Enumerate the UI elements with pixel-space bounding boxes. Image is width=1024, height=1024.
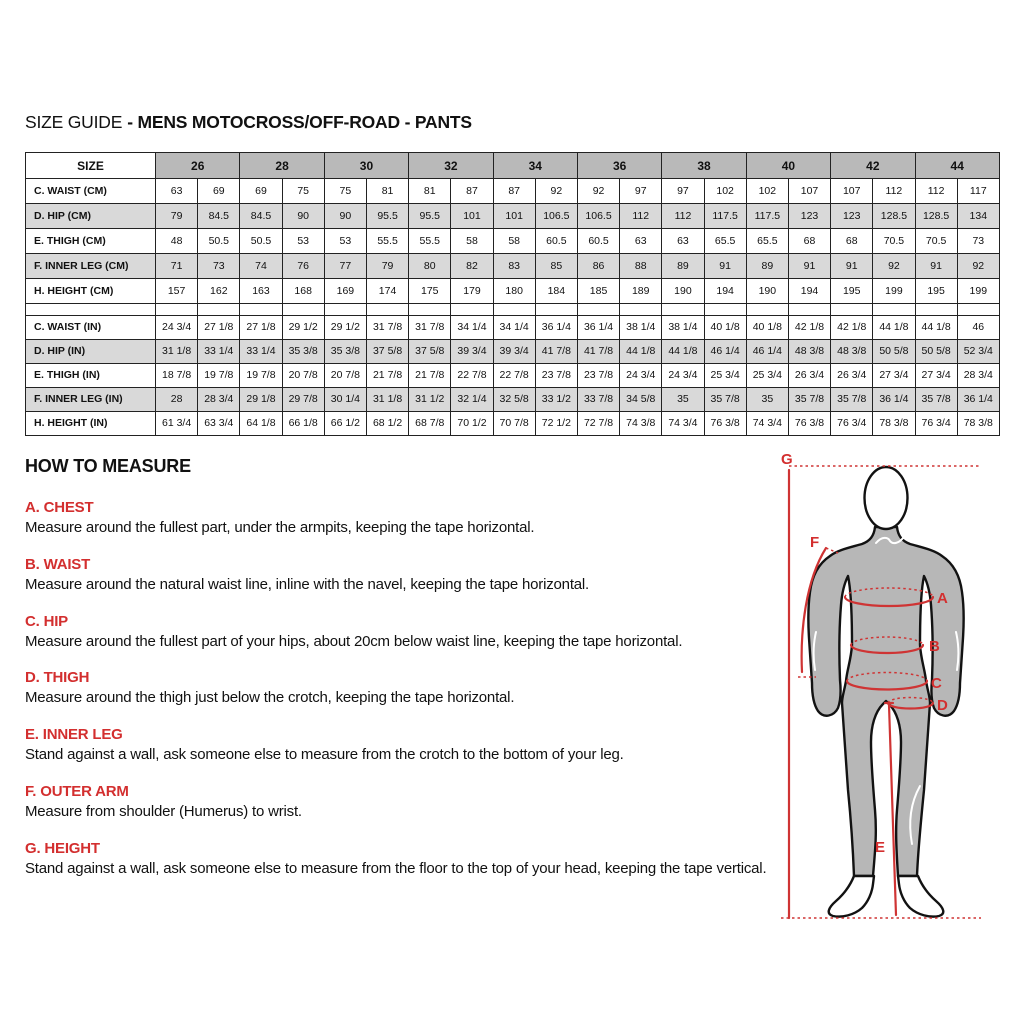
size-value-cell: 92 [873,254,915,279]
spacer-cell [451,304,493,316]
size-value-cell: 28 [156,388,198,412]
size-value-cell: 199 [873,279,915,304]
figure-label-inner-leg: E [875,839,886,856]
measure-item-label: C. HIP [25,612,68,630]
size-value-cell: 73 [198,254,240,279]
size-value-cell: 48 3/8 [788,340,830,364]
how-to-measure-list [25,499,773,878]
size-value-cell: 39 3/4 [451,340,493,364]
spacer-cell [282,304,324,316]
size-value-cell: 22 7/8 [493,364,535,388]
size-value-cell: 21 7/8 [366,364,408,388]
size-value-cell: 37 5/8 [409,340,451,364]
size-value-cell: 168 [282,279,324,304]
size-value-cell: 46 1/4 [704,340,746,364]
size-value-cell: 29 1/2 [282,316,324,340]
figure-label-waist: B [929,638,940,655]
size-value-cell: 84.5 [240,204,282,229]
size-value-cell: 35 7/8 [788,388,830,412]
size-value-cell: 44 1/8 [915,316,957,340]
table-row [26,316,1000,340]
size-value-cell: 199 [957,279,999,304]
size-value-cell: 163 [240,279,282,304]
size-value-cell: 68 [788,229,830,254]
measure-item-text: Measure around the thigh just below the crotch, keeping the tape horizontal. [25,689,515,707]
size-value-cell: 65.5 [746,229,788,254]
measure-item [25,840,773,879]
spacer-cell [198,304,240,316]
size-column-header: 44 [915,153,999,179]
size-value-cell: 46 1/4 [746,340,788,364]
size-value-cell: 185 [577,279,619,304]
size-value-cell: 92 [577,179,619,204]
size-column-header: 36 [577,153,661,179]
size-value-cell: 61 3/4 [156,412,198,436]
spacer-cell [577,304,619,316]
size-value-cell: 33 1/2 [535,388,577,412]
measure-item-label: E. INNER LEG [25,726,123,743]
size-value-cell: 90 [282,204,324,229]
size-value-cell: 55.5 [409,229,451,254]
size-value-cell: 66 1/2 [324,412,366,436]
how-to-measure-heading: HOW TO MEASURE [25,456,191,476]
size-value-cell: 50.5 [240,229,282,254]
size-value-cell: 73 [957,229,999,254]
size-value-cell: 24 3/4 [620,364,662,388]
size-value-cell: 74 3/4 [662,412,704,436]
size-value-cell: 28 3/4 [957,364,999,388]
size-column-header: 26 [156,153,240,179]
spacer-cell [620,304,662,316]
size-value-cell: 44 1/8 [620,340,662,364]
size-value-cell: 75 [324,179,366,204]
size-value-cell: 169 [324,279,366,304]
spacer-cell [746,304,788,316]
size-value-cell: 123 [788,204,830,229]
page-title [25,112,472,133]
size-value-cell: 21 7/8 [409,364,451,388]
size-value-cell: 81 [409,179,451,204]
figure-label-thigh: D [937,697,948,714]
measure-item-label: B. WAIST [25,555,91,573]
size-value-cell: 53 [282,229,324,254]
size-value-cell: 27 3/4 [873,364,915,388]
measure-item-text: Measure around the fullest part, under the armpits, keeping the tape horizontal. [25,519,535,536]
row-label: D. HIP (IN) [26,340,156,364]
size-value-cell: 91 [704,254,746,279]
size-value-cell: 31 1/2 [409,388,451,412]
measure-item-text: Measure around the fullest part of your hips, about 20cm below waist line, keeping the tape horizontal. [25,632,683,650]
size-value-cell: 44 1/8 [873,316,915,340]
size-value-cell: 50 5/8 [915,340,957,364]
table-row [26,364,1000,388]
measure-item-label: D. THIGH [25,669,90,687]
size-value-cell: 63 [662,229,704,254]
size-value-cell: 38 1/4 [662,316,704,340]
measure-item-label: A. CHEST [25,499,94,516]
size-value-cell: 68 1/2 [366,412,408,436]
figure-head [865,467,908,529]
size-value-cell: 76 3/8 [788,412,830,436]
size-value-cell: 20 7/8 [282,364,324,388]
size-value-cell: 175 [409,279,451,304]
size-value-cell: 68 7/8 [409,412,451,436]
measure-item [25,499,773,538]
size-value-cell: 82 [451,254,493,279]
size-value-cell: 37 5/8 [366,340,408,364]
size-value-cell: 26 3/4 [831,364,873,388]
size-table-body [26,179,1000,436]
size-value-cell: 41 7/8 [577,340,619,364]
size-value-cell: 79 [156,204,198,229]
size-value-cell: 76 3/4 [831,412,873,436]
measure-item [25,613,773,652]
inner-leg-measure-line [889,705,896,915]
spacer-cell [788,304,830,316]
row-label: C. WAIST (IN) [26,316,156,340]
spacer-cell [957,304,999,316]
page-title-regular: SIZE GUIDE [25,112,123,132]
size-value-cell: 70 1/2 [451,412,493,436]
size-value-cell: 48 [156,229,198,254]
size-value-cell: 20 7/8 [324,364,366,388]
measure-item [25,556,773,595]
size-value-cell: 179 [451,279,493,304]
size-column-header: 34 [493,153,577,179]
size-value-cell: 78 3/8 [957,412,999,436]
size-value-cell: 123 [831,204,873,229]
size-value-cell: 58 [493,229,535,254]
size-value-cell: 40 1/8 [746,316,788,340]
size-value-cell: 40 1/8 [704,316,746,340]
spacer-cell [873,304,915,316]
size-value-cell: 97 [620,179,662,204]
size-value-cell: 69 [240,179,282,204]
spacer-cell [240,304,282,316]
table-row [26,412,1000,436]
size-value-cell: 31 7/8 [409,316,451,340]
size-value-cell: 134 [957,204,999,229]
size-value-cell: 92 [535,179,577,204]
spacer-cell [409,304,451,316]
figure-right-foot [898,876,943,917]
size-value-cell: 92 [957,254,999,279]
size-value-cell: 66 1/8 [282,412,324,436]
size-value-cell: 87 [451,179,493,204]
size-value-cell: 32 5/8 [493,388,535,412]
outer-arm-shoulder-tick [826,548,838,553]
size-value-cell: 42 1/8 [788,316,830,340]
size-value-cell: 194 [704,279,746,304]
size-value-cell: 80 [409,254,451,279]
size-value-cell: 101 [451,204,493,229]
size-value-cell: 22 7/8 [451,364,493,388]
measure-item-label: G. HEIGHT [25,839,100,857]
size-value-cell: 84.5 [198,204,240,229]
size-value-cell: 102 [704,179,746,204]
figure-label-chest: A [937,590,948,607]
size-value-cell: 71 [156,254,198,279]
size-value-cell: 58 [451,229,493,254]
size-value-cell: 35 7/8 [704,388,746,412]
size-value-cell: 35 7/8 [915,388,957,412]
row-label: E. THIGH (CM) [26,229,156,254]
spacer-cell [915,304,957,316]
size-value-cell: 128.5 [873,204,915,229]
size-value-cell: 195 [831,279,873,304]
size-value-cell: 81 [366,179,408,204]
size-value-cell: 85 [535,254,577,279]
measure-item [25,783,773,822]
size-value-cell: 31 1/8 [366,388,408,412]
size-value-cell: 48 3/8 [831,340,873,364]
table-row [26,229,1000,254]
row-label: C. WAIST (CM) [26,179,156,204]
size-value-cell: 69 [198,179,240,204]
size-value-cell: 32 1/4 [451,388,493,412]
size-value-cell: 74 3/4 [746,412,788,436]
spacer-cell [156,304,198,316]
size-value-cell: 33 1/4 [240,340,282,364]
size-value-cell: 29 1/2 [324,316,366,340]
size-column-header: 28 [240,153,324,179]
size-value-cell: 76 3/8 [704,412,746,436]
size-value-cell: 74 3/8 [620,412,662,436]
size-value-cell: 60.5 [535,229,577,254]
size-value-cell: 112 [620,204,662,229]
size-column-header: 38 [662,153,746,179]
spacer-cell [831,304,873,316]
size-table-head [26,153,1000,179]
size-value-cell: 24 3/4 [156,316,198,340]
size-value-cell: 190 [746,279,788,304]
size-value-cell: 28 3/4 [198,388,240,412]
size-value-cell: 180 [493,279,535,304]
size-value-cell: 77 [324,254,366,279]
row-label: D. HIP (CM) [26,204,156,229]
size-value-cell: 55.5 [366,229,408,254]
size-value-cell: 95.5 [366,204,408,229]
size-value-cell: 18 7/8 [156,364,198,388]
row-label: H. HEIGHT (IN) [26,412,156,436]
size-value-cell: 27 3/4 [915,364,957,388]
size-value-cell: 35 3/8 [324,340,366,364]
size-value-cell: 24 3/4 [662,364,704,388]
size-value-cell: 63 3/4 [198,412,240,436]
size-value-cell: 70.5 [915,229,957,254]
size-value-cell: 112 [873,179,915,204]
size-value-cell: 76 [282,254,324,279]
table-row [26,279,1000,304]
size-value-cell: 30 1/4 [324,388,366,412]
measure-item [25,669,773,708]
size-value-cell: 35 [662,388,704,412]
size-value-cell: 112 [915,179,957,204]
size-column-header: 30 [324,153,408,179]
size-value-cell: 46 [957,316,999,340]
size-value-cell: 25 3/4 [746,364,788,388]
spacer-cell [535,304,577,316]
size-value-cell: 34 1/4 [451,316,493,340]
measure-item [25,726,773,765]
size-value-cell: 86 [577,254,619,279]
size-value-cell: 60.5 [577,229,619,254]
measure-item-text: Stand against a wall, ask someone else to measure from the floor to the top of your head, keeping the tape vertical. [25,859,767,877]
size-value-cell: 106.5 [577,204,619,229]
figure-label-outer-arm: F [810,534,820,551]
size-value-cell: 33 7/8 [577,388,619,412]
size-value-cell: 117.5 [746,204,788,229]
size-value-cell: 35 [746,388,788,412]
size-value-cell: 63 [620,229,662,254]
size-value-cell: 27 1/8 [240,316,282,340]
page-title-bold: - MENS MOTOCROSS/OFF-ROAD - PANTS [127,112,472,132]
size-value-cell: 79 [366,254,408,279]
size-value-cell: 128.5 [915,204,957,229]
measure-item-text: Measure around the natural waist line, inline with the navel, keeping the tape horizontal. [25,575,590,593]
size-value-cell: 31 7/8 [366,316,408,340]
measure-item-text: Measure from shoulder (Humerus) to wrist. [25,802,302,820]
size-value-cell: 91 [915,254,957,279]
size-value-cell: 50.5 [198,229,240,254]
size-value-cell: 117 [957,179,999,204]
spacer-cell [493,304,535,316]
size-value-cell: 190 [662,279,704,304]
size-value-cell: 29 1/8 [240,388,282,412]
size-value-cell: 19 7/8 [198,364,240,388]
size-value-cell: 64 1/8 [240,412,282,436]
size-value-cell: 50 5/8 [873,340,915,364]
size-column-header: 32 [409,153,493,179]
row-label: E. THIGH (IN) [26,364,156,388]
row-label: F. INNER LEG (CM) [26,254,156,279]
spacer-cell [26,304,156,316]
size-value-cell: 107 [788,179,830,204]
size-value-cell: 78 3/8 [873,412,915,436]
table-row [26,204,1000,229]
table-row [26,340,1000,364]
size-value-cell: 157 [156,279,198,304]
size-value-cell: 29 7/8 [282,388,324,412]
size-value-cell: 72 1/2 [535,412,577,436]
size-value-cell: 35 3/8 [282,340,324,364]
size-value-cell: 34 5/8 [620,388,662,412]
size-value-cell: 68 [831,229,873,254]
size-value-cell: 189 [620,279,662,304]
size-value-cell: 34 1/4 [493,316,535,340]
size-value-cell: 117.5 [704,204,746,229]
table-row [26,254,1000,279]
size-value-cell: 23 7/8 [577,364,619,388]
size-value-cell: 65.5 [704,229,746,254]
spacer-cell [324,304,366,316]
size-value-cell: 36 1/4 [957,388,999,412]
size-value-cell: 107 [831,179,873,204]
size-value-cell: 52 3/4 [957,340,999,364]
size-value-cell: 88 [620,254,662,279]
size-value-cell: 63 [156,179,198,204]
spacer-cell [662,304,704,316]
size-column-header: 42 [831,153,915,179]
size-value-cell: 174 [366,279,408,304]
size-value-cell: 195 [915,279,957,304]
size-table [25,152,1000,436]
size-value-cell: 89 [662,254,704,279]
size-value-cell: 70.5 [873,229,915,254]
size-corner-header: SIZE [26,153,156,179]
size-value-cell: 72 7/8 [577,412,619,436]
size-value-cell: 44 1/8 [662,340,704,364]
figure-label-height: G [781,451,793,468]
size-value-cell: 41 7/8 [535,340,577,364]
row-label: H. HEIGHT (CM) [26,279,156,304]
size-value-cell: 36 1/4 [535,316,577,340]
spacer-cell [704,304,746,316]
size-value-cell: 184 [535,279,577,304]
table-row [26,388,1000,412]
size-value-cell: 95.5 [409,204,451,229]
size-value-cell: 36 1/4 [577,316,619,340]
size-value-cell: 75 [282,179,324,204]
size-value-cell: 38 1/4 [620,316,662,340]
section-spacer-row [26,304,1000,316]
size-value-cell: 112 [662,204,704,229]
size-value-cell: 42 1/8 [831,316,873,340]
size-value-cell: 23 7/8 [535,364,577,388]
spacer-cell [366,304,408,316]
size-value-cell: 33 1/4 [198,340,240,364]
size-value-cell: 25 3/4 [704,364,746,388]
size-value-cell: 89 [746,254,788,279]
size-table-container [25,152,999,436]
size-header-row [26,153,1000,179]
size-value-cell: 35 7/8 [831,388,873,412]
size-value-cell: 162 [198,279,240,304]
row-label: F. INNER LEG (IN) [26,388,156,412]
size-value-cell: 70 7/8 [493,412,535,436]
measurement-figure [770,445,1020,935]
how-to-measure-section [25,456,773,896]
size-value-cell: 91 [831,254,873,279]
size-value-cell: 106.5 [535,204,577,229]
size-value-cell: 102 [746,179,788,204]
figure-left-foot [829,876,874,917]
size-value-cell: 194 [788,279,830,304]
size-value-cell: 26 3/4 [788,364,830,388]
table-row [26,179,1000,204]
figure-label-hip: C [931,675,942,692]
size-value-cell: 91 [788,254,830,279]
measure-item-text: Stand against a wall, ask someone else to measure from the crotch to the bottom of your leg. [25,746,624,763]
size-value-cell: 53 [324,229,366,254]
size-value-cell: 39 3/4 [493,340,535,364]
size-value-cell: 19 7/8 [240,364,282,388]
size-value-cell: 90 [324,204,366,229]
size-value-cell: 74 [240,254,282,279]
size-value-cell: 83 [493,254,535,279]
size-value-cell: 27 1/8 [198,316,240,340]
size-column-header: 40 [746,153,830,179]
size-value-cell: 36 1/4 [873,388,915,412]
measure-item-label: F. OUTER ARM [25,782,129,800]
size-value-cell: 76 3/4 [915,412,957,436]
size-value-cell: 31 1/8 [156,340,198,364]
size-value-cell: 87 [493,179,535,204]
size-value-cell: 97 [662,179,704,204]
size-value-cell: 101 [493,204,535,229]
